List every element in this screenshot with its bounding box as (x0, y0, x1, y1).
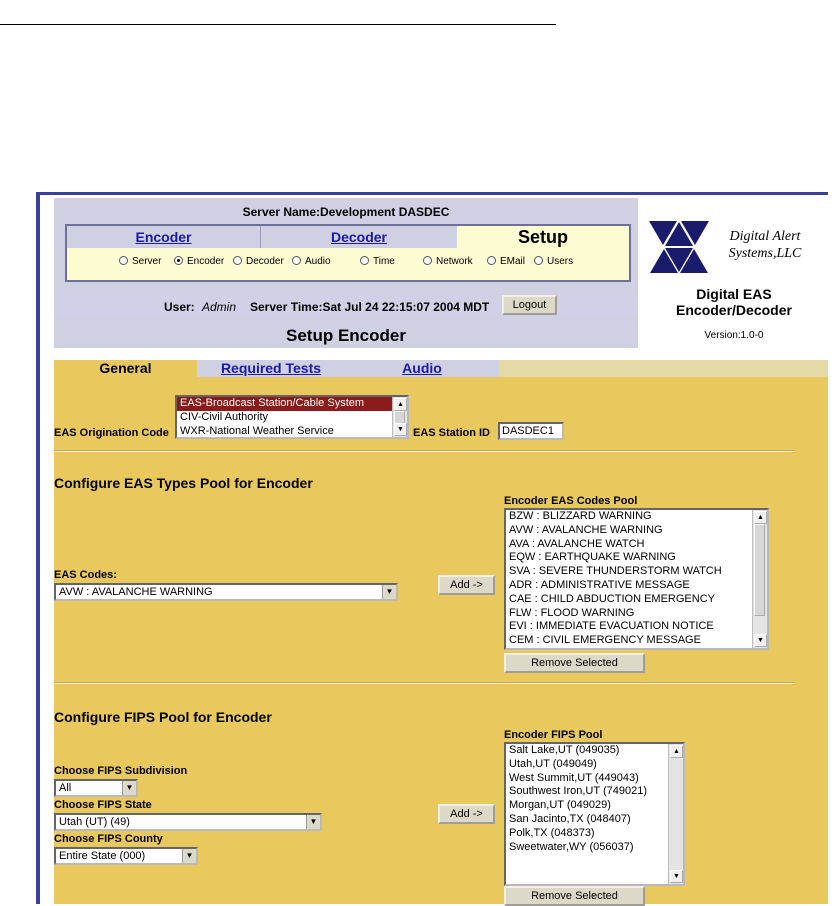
scroll-up-icon[interactable]: ▲ (394, 398, 407, 411)
list-item[interactable]: FLW : FLOOD WARNING (509, 606, 635, 619)
fips-state-select[interactable] (54, 813, 322, 831)
fips-county-select[interactable] (54, 847, 198, 865)
tab-audio-label[interactable]: Audio (402, 360, 442, 376)
company-line-2: Systems,LLC (728, 246, 802, 261)
scrollbar[interactable] (668, 744, 683, 884)
fips-county-label: Choose FIPS County (54, 833, 163, 845)
add-eas-code-button[interactable]: Add -> (438, 575, 495, 595)
radio-encoder-label: Encoder (187, 256, 225, 267)
list-item[interactable]: CEM : CIVIL EMERGENCY MESSAGE (509, 634, 701, 647)
remove-eas-code-button[interactable]: Remove Selected (504, 653, 645, 673)
fips-subdivision-selected: All (59, 782, 72, 794)
tab-general-label: General (99, 360, 152, 376)
tab-encoder[interactable] (67, 226, 260, 248)
fips-title: Configure FIPS Pool for Encoder (54, 709, 272, 725)
list-item[interactable]: ADR : ADMINISTRATIVE MESSAGE (509, 578, 690, 591)
radio-email[interactable] (487, 256, 525, 267)
tab-required-tests[interactable] (197, 360, 345, 377)
brand-panel (638, 198, 828, 348)
station-id-label: EAS Station ID (413, 427, 491, 439)
origination-option[interactable]: CIV-Civil Authority (180, 410, 269, 423)
list-item[interactable]: BZW : BLIZZARD WARNING (509, 510, 652, 522)
radio-decoder[interactable] (233, 256, 284, 267)
add-fips-button[interactable]: Add -> (438, 804, 495, 824)
radio-users[interactable] (534, 256, 573, 267)
radio-time[interactable] (360, 256, 395, 267)
radio-audio-label: Audio (305, 256, 331, 267)
list-item[interactable]: Morgan,UT (049029) (509, 799, 611, 812)
chevron-down-icon[interactable]: ▼ (306, 815, 320, 829)
settings-tabs (54, 360, 828, 377)
triangles-logo-icon (649, 221, 709, 275)
remove-fips-button[interactable]: Remove Selected (504, 886, 645, 906)
server-time: Server Time:Sat Jul 24 22:15:07 2004 MDT (250, 300, 490, 314)
chevron-down-icon[interactable]: ▼ (122, 781, 136, 795)
radio-server[interactable] (119, 256, 161, 267)
top-rule (0, 24, 556, 25)
radio-network-circle[interactable] (423, 256, 432, 265)
page-title: Setup Encoder (286, 326, 406, 345)
eas-codes-selected: AVW : AVALANCHE WARNING (59, 586, 213, 598)
scroll-down-icon[interactable]: ▼ (754, 634, 767, 647)
product-line-2: Encoder/Decoder (676, 302, 792, 318)
station-id-input[interactable]: DASDEC1 (498, 422, 564, 440)
chevron-down-icon[interactable]: ▼ (182, 849, 196, 863)
radio-users-circle[interactable] (534, 256, 543, 265)
list-item[interactable]: CAE : CHILD ABDUCTION EMERGENCY (509, 592, 715, 605)
chevron-down-icon[interactable]: ▼ (382, 585, 396, 599)
radio-users-label: Users (547, 256, 574, 267)
tab-general[interactable] (54, 360, 197, 377)
eas-pool-label: Encoder EAS Codes Pool (504, 495, 638, 507)
tab-audio[interactable] (345, 360, 499, 377)
app-content (40, 195, 828, 904)
tab-setup-label: Setup (517, 227, 568, 247)
logout-button[interactable]: Logout (502, 295, 557, 315)
radio-encoder-circle[interactable] (174, 256, 183, 265)
tab-decoder[interactable] (260, 226, 457, 248)
fips-subdivision-select[interactable] (54, 779, 138, 797)
radio-audio-circle[interactable] (292, 256, 301, 265)
app-window (36, 192, 828, 904)
general-panel (54, 377, 828, 904)
radio-email-label: EMail (500, 256, 526, 267)
origination-option[interactable]: EAS-Broadcast Station/Cable System (177, 397, 407, 411)
main-nav (65, 224, 631, 282)
list-item[interactable]: Polk,TX (048373) (509, 826, 595, 839)
radio-decoder-label: Decoder (246, 256, 284, 267)
user-name: Admin (202, 300, 237, 314)
version-label: Version:1.0-0 (704, 330, 764, 341)
radio-server-circle[interactable] (119, 256, 128, 265)
tab-required-tests-label[interactable]: Required Tests (220, 360, 322, 376)
scrollbar[interactable] (752, 510, 767, 648)
setup-section-radios (67, 256, 633, 274)
origination-option[interactable]: WXR-National Weather Service (180, 424, 334, 437)
fips-pool-list[interactable] (504, 742, 685, 886)
list-item[interactable]: AVW : AVALANCHE WARNING (509, 523, 663, 536)
company-line-1: Digital Alert (729, 229, 801, 244)
product-name (646, 286, 822, 318)
list-item[interactable]: EVI : IMMEDIATE EVACUATION NOTICE (509, 620, 714, 633)
list-item[interactable]: Sweetwater,WY (056037) (509, 840, 634, 853)
list-item[interactable]: West Summit,UT (449043) (509, 771, 639, 784)
radio-network-label: Network (436, 256, 473, 267)
scroll-up-icon[interactable]: ▲ (754, 511, 767, 524)
user-label: User: (164, 300, 195, 314)
divider (54, 450, 794, 452)
radio-time-circle[interactable] (360, 256, 369, 265)
list-item[interactable]: SVA : SEVERE THUNDERSTORM WATCH (509, 565, 722, 578)
product-line-1: Digital EAS (696, 286, 772, 302)
radio-decoder-circle[interactable] (233, 256, 242, 265)
fips-state-label: Choose FIPS State (54, 799, 152, 811)
company-name (710, 228, 820, 262)
list-item[interactable]: EQW : EARTHQUAKE WARNING (509, 551, 676, 564)
tab-encoder-label[interactable]: Encoder (135, 229, 192, 245)
list-item[interactable]: Southwest Iron,UT (749021) (509, 785, 647, 798)
origination-code-list[interactable] (175, 395, 409, 439)
scroll-down-icon[interactable]: ▼ (670, 870, 683, 883)
radio-server-label: Server (132, 256, 162, 267)
radio-audio[interactable] (292, 256, 331, 267)
scroll-thumb[interactable] (754, 524, 765, 616)
list-item[interactable]: Salt Lake,UT (049035) (509, 744, 620, 756)
header-panel (54, 198, 638, 348)
fips-state-selected: Utah (UT) (49) (59, 816, 130, 828)
radio-email-circle[interactable] (487, 256, 496, 265)
radio-network[interactable] (423, 256, 473, 267)
fips-county-selected: Entire State (000) (59, 850, 146, 862)
origination-code-label: EAS Origination Code (54, 427, 169, 439)
server-name: Server Name:Development DASDEC (242, 205, 450, 219)
scroll-down-icon[interactable]: ▼ (394, 423, 407, 436)
eas-codes-pool-list[interactable] (504, 508, 769, 650)
eas-codes-select[interactable] (54, 583, 398, 601)
list-item[interactable]: AVA : AVALANCHE WATCH (509, 537, 645, 550)
fips-pool-label: Encoder FIPS Pool (504, 729, 603, 741)
eas-codes-label: EAS Codes: (54, 569, 117, 581)
radio-encoder[interactable] (174, 256, 224, 267)
scrollbar[interactable] (392, 397, 407, 437)
list-item[interactable]: Utah,UT (049049) (509, 757, 597, 770)
divider (54, 682, 794, 684)
eas-types-title: Configure EAS Types Pool for Encoder (54, 475, 313, 491)
tab-decoder-label[interactable]: Decoder (330, 229, 388, 245)
radio-time-label: Time (373, 256, 395, 267)
tab-setup[interactable] (457, 226, 629, 248)
list-item[interactable]: San Jacinto,TX (048407) (509, 812, 631, 825)
fips-subdivision-label: Choose FIPS Subdivision (54, 765, 188, 777)
scroll-up-icon[interactable]: ▲ (670, 745, 683, 758)
